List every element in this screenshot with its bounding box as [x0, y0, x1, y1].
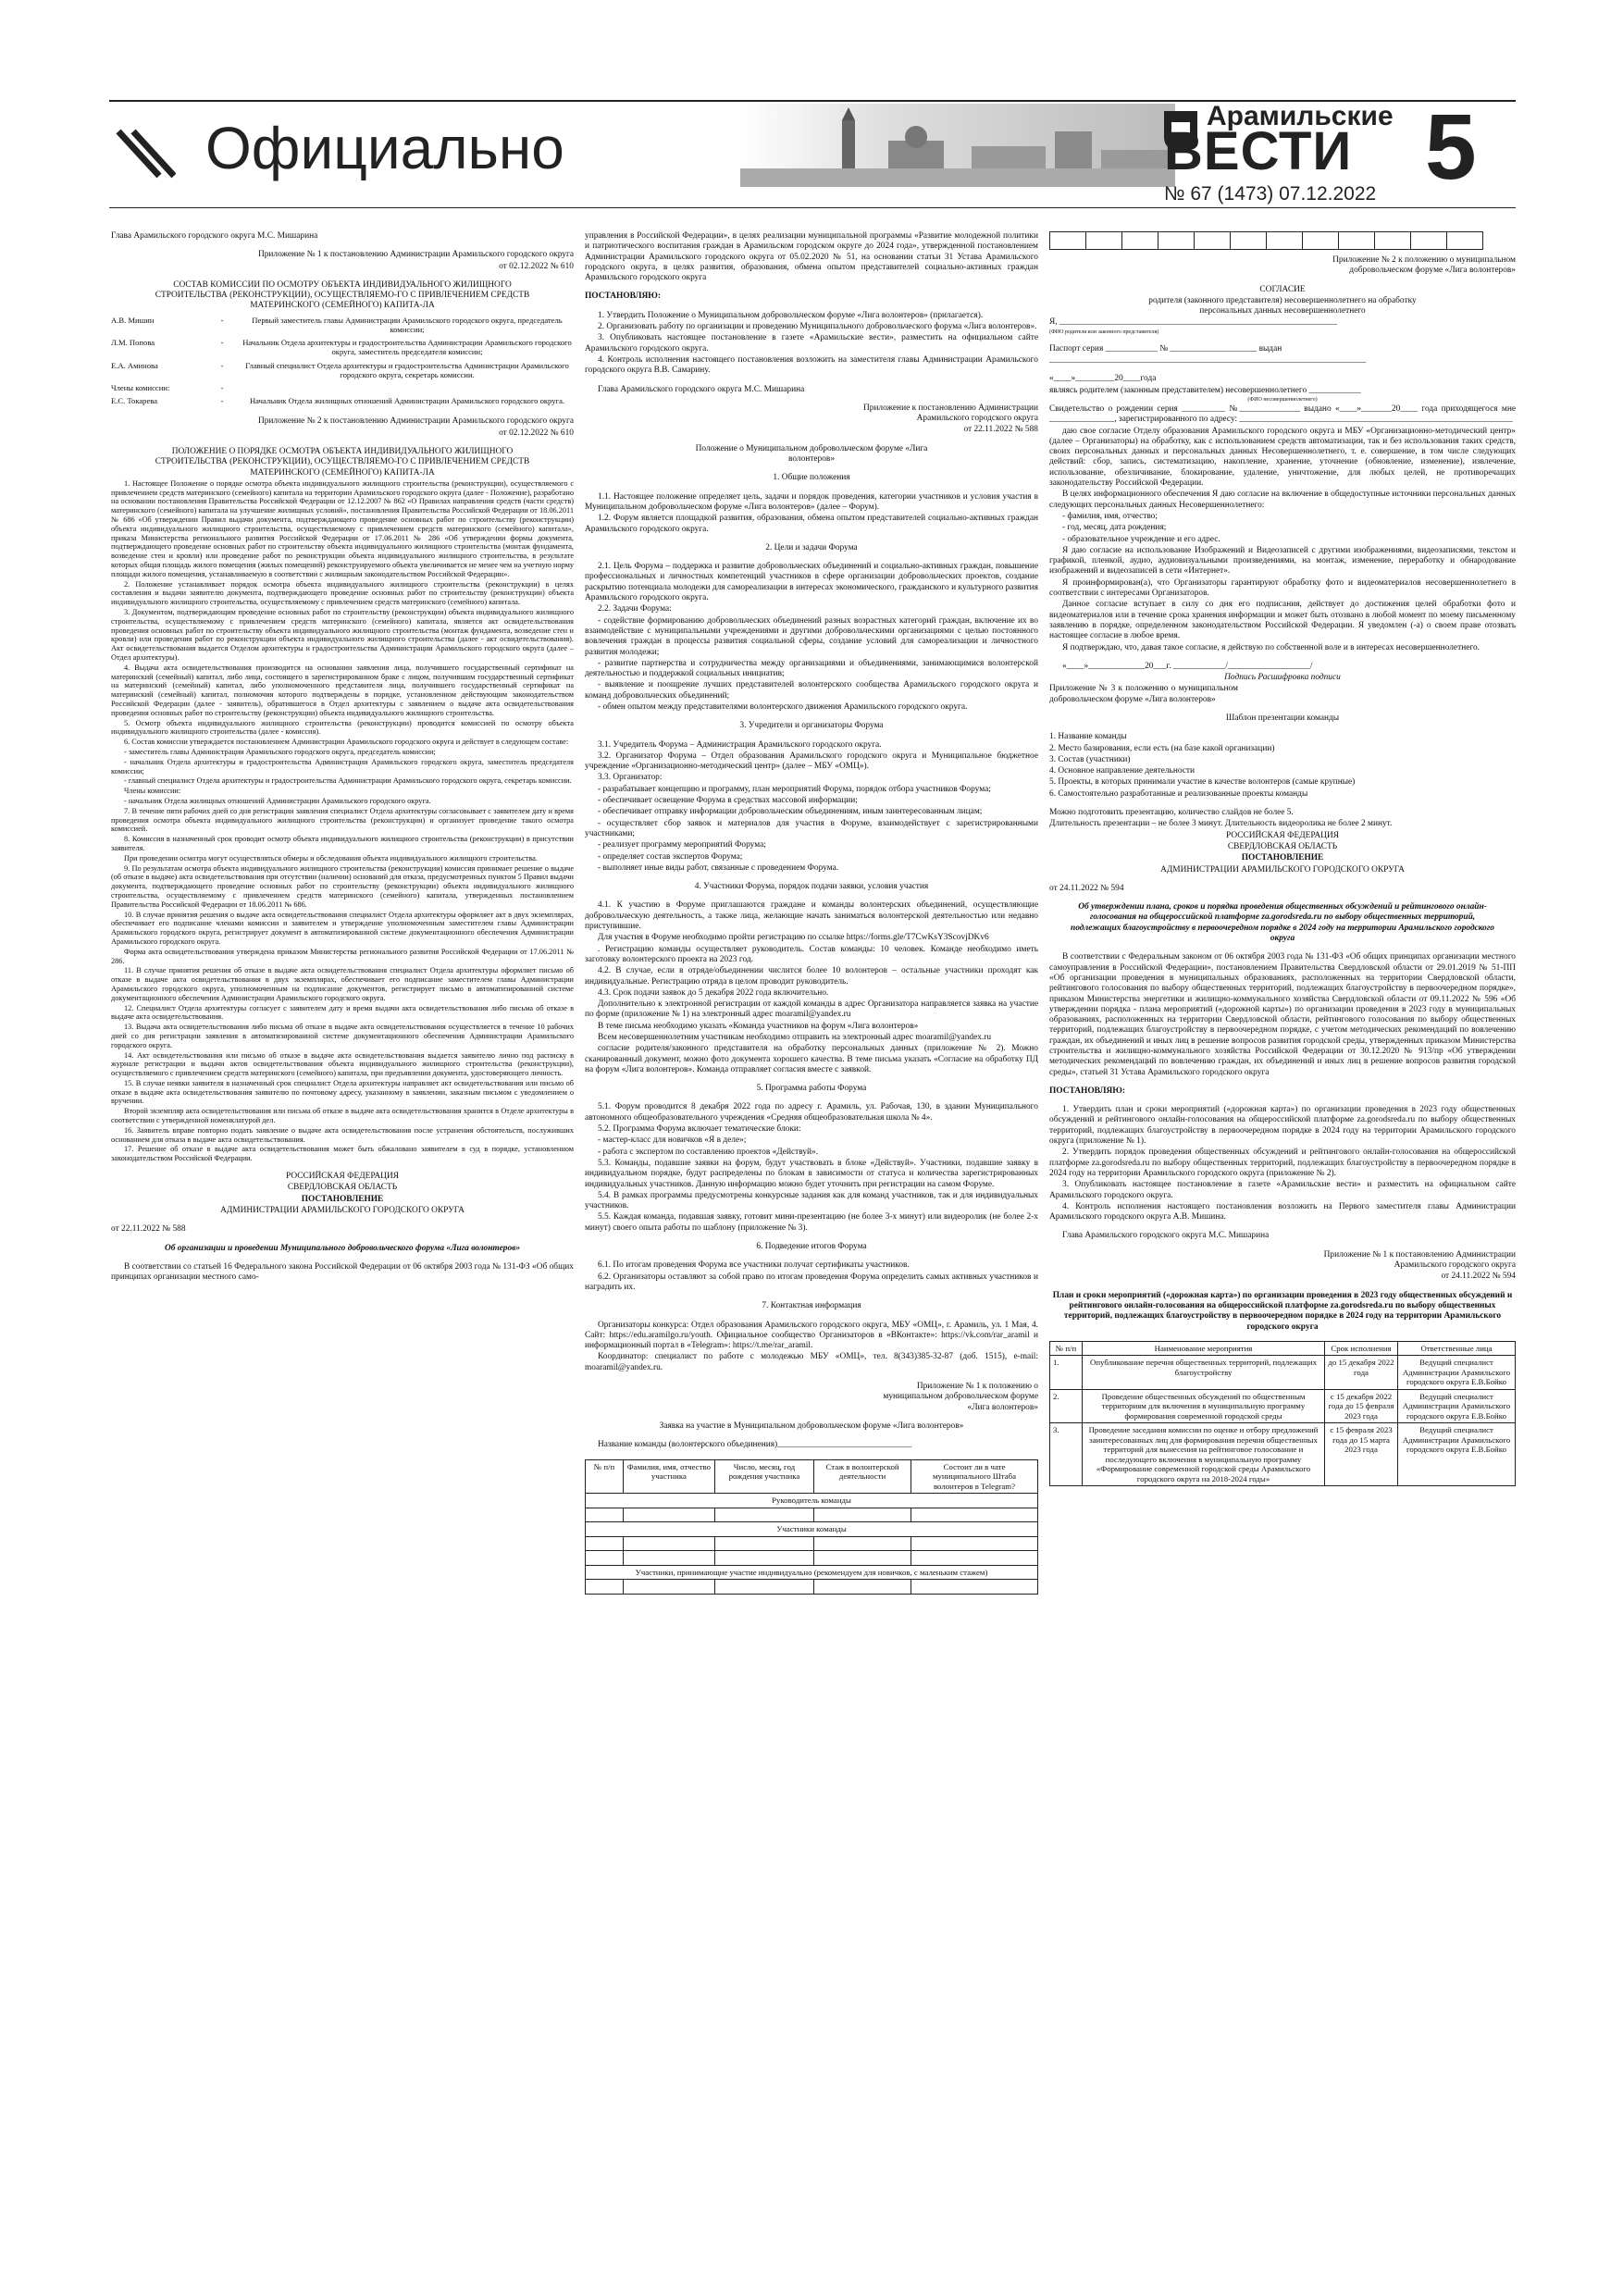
- order-para: 5. Осмотр объекта индивидуального жилищного строительства (реконструкции) проводится комиссией по осмотру объекта индивидуального жилищного строительства (далее - комиссия).: [111, 718, 574, 737]
- table-cell: Ведущий специалист Администрации Арамильского городского округа Е.В.Бойко: [1398, 1356, 1516, 1390]
- resolve-header: ПОСТАНОВЛЯЮ:: [1049, 1086, 1125, 1096]
- regulation-para: Для участия в Форуме необходимо пройти регистрацию по ссылке https://forms.gle/T7CwKsY3ScovjDKv6: [598, 933, 989, 943]
- table-cell: Проведение общественных обсуждений по общественным территориям для включения в муниципальную программу формирования современной городской среды: [1083, 1389, 1325, 1423]
- table-row: [586, 1508, 1038, 1522]
- team-name-field: Название команды (волонтерского объединения)_______________________________: [598, 1440, 912, 1450]
- table-row: [1050, 1356, 1516, 1390]
- table-header: Состоит ли в чате муниципального Штаба волонтеров в Telegram?: [911, 1459, 1038, 1494]
- signature-1: Глава Арамильского городского округа М.С. Мишарина: [111, 231, 318, 241]
- bid-appendix: Приложение № 1 к положению о муниципальном добровольческом форуме «Лига волонтеров»: [883, 1382, 1038, 1412]
- appendix-2-header: Приложение № 2 к постановлению Администрации Арамильского городского округа: [257, 416, 574, 427]
- member-row: Члены комиссии: -: [111, 383, 224, 392]
- table-header: Ответственные лица: [1398, 1341, 1516, 1356]
- section-heading: 6. Подведение итогов Форума: [756, 1242, 867, 1252]
- regulation-para: Дополнительно к электронной регистрации от каждой команды в адрес Организатора направляется заявка на участие по форме (приложение № 1) на электронный адрес moaramil@yandex.ru: [585, 999, 1038, 1020]
- decree-header: ПОСТАНОВЛЕНИЕ: [1241, 853, 1324, 863]
- regulation-para: 6.1. По итогам проведения Форума все участники получат сертификаты участников.: [598, 1260, 910, 1271]
- resolve-item: 1. Утвердить Положение о Муниципальном добровольческом форуме «Лига волонтеров» (прилагается).: [598, 310, 984, 320]
- regulation-para: - обеспечивает освещение Форума в средствах массовой информации;: [598, 796, 858, 806]
- order-para: 6. Состав комиссии утверждается постановлением Администрации Арамильского городского округа и действует в следующем составе:: [124, 738, 569, 747]
- appendix-1-header: Приложение № 1 к постановлению Администрации Арамильского городского округа: [257, 250, 574, 260]
- regulation-para: - осуществляет сбор заявок и материалов для участия в Форуме, взаимодействует с зарегистрированными участниками;: [585, 818, 1038, 838]
- resolve-item: 2. Утвердить порядок проведения общественных обсуждений и рейтингового онлайн-голосования на общероссийской платформе za.gorodsreda.ru по выбору общественных территорий, подлежащих благоустройству в первоочередном порядке в 2024 году на территории Арамильского городского округа (приложение № 2).: [1049, 1148, 1516, 1178]
- order-para: 12. Специалист Отдела архитектуры согласует с заявителем дату и время выдачи акта освидетельствования либо письма об отказе в выдаче акта освидетельствования.: [111, 1003, 574, 1022]
- regulation-title: Положение о Муниципальном добровольческом форуме «Лига волонтеров»: [695, 443, 928, 465]
- regulation-para: 4.3. Срок подачи заявок до 5 декабря 2022 года включительно.: [598, 987, 829, 998]
- regulation-para: 5.3. Команды, подавшие заявки на форум, будут участвовать в блоке «Действуй». Участники, подавшие заявку в индивидуальном порядке, будут распределены по блокам в зависимости от статуса и количества зарегистрированных индивидуальных участников. Данную информацию можно будет уточнить при регистрации на самом Форуме.: [585, 1158, 1038, 1189]
- appendix-1-date: от 02.12.2022 № 610: [499, 261, 574, 271]
- signature-line: «____»_____________20___г. ____________/___________________/: [1062, 661, 1313, 671]
- section-heading: 4. Участники Форума, порядок подачи заявки, условия участия: [694, 882, 929, 892]
- brand-bottom: ВЕСТИ: [1164, 121, 1353, 181]
- decree-continuation: управления в Российской Федерации», в целях реализации муниципальной программы «Развитие молодежной политики и патриотического воспитания граждан в Арамильском городском округе до 2024 года», утвержденной постановлением Администрации Арамильского городского округа от 05.02.2020 № 51, на основании статьи 31 Устава Арамильского городского округа, в целях развития, образования, обмена опытом представителей социально-активных граждан Арамильского городского округа: [585, 231, 1038, 283]
- decree-title: Об организации и проведении Муниципального добровольческого форума «Лига волонтеров»: [164, 1243, 521, 1253]
- federation-header: РОССИЙСКАЯ ФЕДЕРАЦИЯ: [1226, 830, 1339, 840]
- regulation-para: . Регистрацию команды осуществляет руководитель. Состав команды: 10 человек. Команде необходимо иметь заготовку волонтерского проекта на 2023 год.: [585, 944, 1038, 964]
- appendix-2-date: от 02.12.2022 № 610: [499, 428, 574, 438]
- consent-appendix: Приложение № 2 к положению о муниципальном добровольческом форуме «Лига волонтеров»: [1332, 255, 1516, 276]
- regulation-appendix: Приложение к постановлению Администрации Арамильского городского округа: [862, 403, 1038, 424]
- table-header: Наименование мероприятия: [1083, 1341, 1325, 1356]
- table-row: [1050, 1423, 1516, 1486]
- template-note: Длительность презентации – не более 3 минут. Длительность видеоролика не более 2 минут.: [1049, 819, 1393, 829]
- consent-para: - фамилия, имя, отчество;: [1062, 511, 1158, 521]
- regulation-para: 3.2. Организатор Форума – Отдел образования Арамильского городского округа и Муниципальное бюджетное учреждение «Организационно-методический центр» (далее – МБУ «ОМЦ»).: [585, 751, 1038, 772]
- regulation-para: - реализует программу мероприятий Форума;: [598, 840, 766, 850]
- table-cell: Проведение заседания комиссии по оценке и отбору предложений заинтересованных лиц для формирования перечня общественных территорий для вынесения на рейтинговое голосование и последующего включения в муниципальную программу «Формирование современной городской среды Арамильского городского округа на 2018-2024 годы»: [1083, 1423, 1325, 1486]
- consent-para: Я подтверждаю, что, давая такое согласие, я действую по собственной воле и в интересах несовершеннолетнего.: [1062, 642, 1481, 652]
- child-field: являясь родителем (законным представителем) несовершеннолетнего ____________: [1049, 385, 1361, 395]
- administration-header: АДМИНИСТРАЦИИ АРАМИЛЬСКОГО ГОРОДСКОГО ОКРУГА: [1160, 864, 1405, 875]
- section-heading: 1. Общие положения: [773, 473, 850, 483]
- regulation-para: Всем несовершеннолетним участникам необходимо отправить на электронный адрес moaramil@yandex.ru: [598, 1033, 992, 1042]
- consent-para: Данное согласие вступает в силу со дня его подписания, действует до достижения целей обработки фото и видеоматериалов или в течение срока хранения информации и может быть отозвано в любой момент по моему письменному заявлению в порядке, определенном законодательством Российской Федерации. Я уведомлен (-а) о своем праве отозвать настоящее согласие в любое время.: [1049, 600, 1516, 641]
- signature-2: Глава Арамильского городского округа М.С. Мишарина: [598, 384, 805, 394]
- signature-3: Глава Арамильского городского округа М.С. Мишарина: [1062, 1231, 1270, 1241]
- table-header: Срок исполнения: [1325, 1341, 1398, 1356]
- plan-table: [1049, 1341, 1516, 1487]
- consent-para: В целях информационного обеспечения Я даю согласие на включение в общедоступные источники персональных данных следующих персональных данных Несовершеннолетнего:: [1049, 490, 1516, 510]
- table-cell: 1.: [1050, 1356, 1083, 1390]
- order-title: ПОЛОЖЕНИЕ О ПОРЯДКЕ ОСМОТРА ОБЪЕКТА ИНДИВИДУАЛЬНОГО ЖИЛИЩНОГО СТРОИТЕЛЬСТВА (РЕКОНСТРУКЦИИ), ОСУЩЕСТВЛЯЕМО-ГО С ПРИВЛЕЧЕНИЕМ СРЕДСТВ МАТЕРИНСКОГО (СЕМЕЙНОГО) КАПИТА-ЛА: [155, 447, 530, 478]
- table-header: № п/п: [1050, 1341, 1083, 1356]
- order-body: [111, 479, 574, 1163]
- decree-date: от 24.11.2022 № 594: [1049, 883, 1124, 893]
- section-heading: 2. Цели и задачи Форума: [765, 542, 858, 552]
- order-para: 10. В случае принятия решения о выдаче акта освидетельствования специалист Отдела архитектуры оформляет акт в двух экземплярах, обеспечивает его подписание членами комиссии и заявителем и утверждение уполномоченным заместителем главы Администрации Арамильского городского округа, регистрирует документ в автоматизированной системе документационного обеспечения Администрации Арамильского городского округа.: [111, 910, 574, 946]
- regulation-para: Координатор: специалист по работе с молодежью МБУ «ОМЦ», тел. 8(343)385-32-87 (доб. 1515), e-mail: moaramil@yandex.ru.: [585, 1352, 1038, 1372]
- masthead-bottom-rule: [109, 207, 1516, 208]
- order-para: - начальник Отдела жилищных отношений Администрации Арамильского городского округа.: [124, 796, 431, 805]
- resolve-item: 3. Опубликовать настоящее постановление в газете «Арамильские вести», разместить на официальном сайте Арамильского городского округа.: [585, 333, 1038, 354]
- table-cell: до 15 декабря 2022 года: [1325, 1356, 1398, 1390]
- regulation-para: - определяет состав экспертов Форума;: [598, 851, 743, 862]
- table-row: Руководитель команды: [586, 1494, 1038, 1508]
- table-cell: с 15 февраля 2023 года до 15 марта 2023 года: [1325, 1423, 1398, 1486]
- regulation-para: Организаторы конкурса: Отдел образования Арамильского городского округа, МБУ «ОМЦ», г. Арамиль, ул. 1 Мая, 4. Сайт: https://edu.aramilgo.ru/youth. Официальное сообщество Организаторов в «ВКонтакте»: https://vk.com/rar_aramil и информационный портал в «Telegram»: https://t.me/rar_aramil.: [585, 1320, 1038, 1351]
- table-cell: Опубликование перечня общественных территорий, подлежащих благоустройству: [1083, 1356, 1325, 1390]
- template-appendix: Приложение № 3 к положению о муниципальном добровольческом форуме «Лига волонтеров»: [1049, 684, 1238, 704]
- order-para: 15. В случае неявки заявителя в назначенный срок специалист Отдела архитектуры направляет акт освидетельствования или письмо об отказе в выдаче акта освидетельствования заявителю по почтовому адресу, указанному в заявлении, заказным письмом с уведомлением о вручении.: [111, 1078, 574, 1106]
- regulation-para: - обеспечивает отправку информации добровольческим объединениям, иным заинтересованным лицам;: [598, 807, 983, 817]
- parent-name-field: Я, ________________________________________________________________: [1049, 317, 1337, 328]
- resolve-item: 1. Утвердить план и сроки мероприятий («дорожная карта») по организации проведения в 2023 году общественных обсуждений и рейтингового онлайн-голосования на общероссийской платформе za.gorodsreda.ru по выбору общественных территорий, подлежащих благоустройству в первоочередном порядке в 2024 году на территории Арамильского городского округа (приложение № 1).: [1049, 1105, 1516, 1147]
- table-row: Участники команды: [586, 1522, 1038, 1537]
- order-para: 3. Документом, подтверждающим проведение основных работ по строительству (реконструкции) объекта индивидуального жилищного строительства, осуществляемому с привлечением средств материнского (семейного) капитала, является акт освидетельствования проведения основных работ по строительству объекта индивидуального жилищного строительства (монтаж фундамента, возведение стен и кровли) или проведения работ по реконструкции объекта индивидуального жилищного строительства (далее - акт освидетельствования). Акт освидетельствования выдается Отделом архитектуры и градостроительства Администрации Арамильского городского округа (далее – Отдел архитектуры).: [111, 608, 574, 663]
- plan-appendix: Приложение № 1 к постановлению Администрации Арамильского городского округа: [1323, 1249, 1516, 1271]
- regulation-para: 6.2. Организаторы оставляют за собой право по итогам проведения Форума определить самых активных участников и наградить их.: [585, 1272, 1038, 1292]
- regulation-para: 5.2. Программа Форума включает тематические блоки:: [598, 1124, 801, 1135]
- table-row: [1050, 1389, 1516, 1423]
- date-field: «____»_________20____года: [1049, 374, 1157, 384]
- consent-para: Я даю согласие на использование Изображений и Видеозаписей с другими изображениями, видеозаписями, текстом и графикой, пленкой, аудио, аудиовизуальными произведениями, на монтаж, изменение, переработку и обнародование изображений и видеозаписей в сети «Интернет».: [1049, 545, 1516, 577]
- decree-date: от 22.11.2022 № 588: [111, 1224, 186, 1235]
- brand-top: Арамильские: [1207, 101, 1394, 131]
- member-row: Е.А. Аминова - Главный специалист Отдела архитектуры и градостроительства Администрации Арамильского городского округа, секретарь комиссии.: [111, 360, 569, 379]
- section-slashes-icon: [111, 118, 176, 183]
- table-header: № п/п: [586, 1459, 624, 1494]
- column-1: [111, 231, 574, 2267]
- field-note: (ФИО родителя или законного представителя): [1049, 329, 1159, 335]
- commission-title: СОСТАВ КОМИССИИ ПО ОСМОТРУ ОБЪЕКТА ИНДИВИДУАЛЬНОГО ЖИЛИЩНОГО СТРОИТЕЛЬСТВА (РЕКОНСТРУКЦИИ), ОСУЩЕСТВЛЯЕМО-ГО С ПРИВЛЕЧЕНИЕМ СРЕДСТВ МАТЕРИНСКОГО (СЕМЕЙНОГО) КАПИТА-ЛА: [155, 279, 530, 311]
- regulation-para: 1.2. Форум является площадкой развития, образования, обмена опытом представителей социально-активных граждан Арамильского городского округа.: [585, 514, 1038, 534]
- table-cell: 2.: [1050, 1389, 1083, 1423]
- resolve-header: ПОСТАНОВЛЯЮ:: [585, 292, 661, 302]
- order-para: - заместитель главы Администрации Арамильского городского округа, председатель комиссии;: [124, 748, 436, 756]
- template-item: 6. Самостоятельно разработанные и реализованные проекты команды: [1049, 788, 1308, 799]
- table-row: [586, 1580, 1038, 1595]
- regulation-para: 5.1. Форум проводится 8 декабря 2022 года по адресу г. Арамиль, ул. Рабочая, 130, в здании Муниципального автономного общеобразовательного учреждения «Средняя общеобразовательная школа № 4».: [585, 1102, 1038, 1123]
- column-2: [585, 231, 1038, 2267]
- consent-para: - образовательное учреждение и его адрес.: [1062, 534, 1220, 544]
- order-para: Члены комиссии:: [124, 787, 181, 796]
- region-header: СВЕРДЛОВСКАЯ ОБЛАСТЬ: [287, 1183, 398, 1193]
- regulation-para: 3.1. Учредитель Форума – Администрация Арамильского городского округа.: [598, 739, 882, 750]
- order-para: 7. В течение пяти рабочих дней со дня регистрации заявления специалист Отдела архитектуры согласовывает с заявителем дату и время проведения осмотра объекта индивидуального жилищного строительства (реконструкции) и организует проведение такого осмотра комиссией.: [111, 806, 574, 834]
- decree-body: В соответствии с Федеральным законом от 06 октября 2003 года № 131-ФЗ «Об общих принципах организации местного самоуправления в Российской Федерации», постановлением Правительства Свердловской области от 29.01.2019 № 51-ПП «Об организации проведения в муниципальных образованиях, расположенных на территории Свердловской области, рейтингового голосования по выбору общественных территорий, подлежащих благоустройству в первоочередном порядке», приказом Министерства энергетики и жилищно-коммунального хозяйства Свердловской области от 09.11.2022 № 596 «Об утверждении порядка - плана мероприятий («дорожной карты») по организации проведения в 2023 году в муниципальных образованиях, расположенных на территории Свердловской области, рейтингового голосования по выбору общественных территорий, подлежащих благоустройству в первоочередном порядке, с учетом методических рекомендаций по вовлечению граждан, их объединений и иных лиц в решение вопросов развития городской среды, утвержденных приказом Министерства строительства и жилищно-коммунального хозяйства Российской Федерации от 30.12.2020 № 913/пр «Об утверждении методических рекомендаций по вовлечению граждан, их объединений и иных лиц в решение вопросов развития городской среды», статьей 31 Устава Арамильского городского округа: [1049, 952, 1516, 1077]
- order-para: 14. Акт освидетельствования или письмо об отказе в выдаче акта освидетельствования выдается заявителю лично под расписку в журнале регистрации и выдачи актов освидетельствования объекта индивидуального жилищного строительства (реконструкции), осуществляемого с привлечением средств материнского (семейного) капитала, при предъявлении документа, удостоверяющего личность.: [111, 1050, 574, 1078]
- bid-title: Заявка на участие в Муниципальном добровольческом форуме «Лига волонтеров»: [659, 1421, 964, 1431]
- column-3: [1049, 231, 1516, 2267]
- bid-table: [585, 1459, 1038, 1595]
- regulation-para: 3.3. Организатор:: [598, 773, 663, 783]
- federation-header: РОССИЙСКАЯ ФЕДЕРАЦИЯ: [286, 1172, 399, 1182]
- masthead-town-illustration: [740, 104, 1175, 187]
- table-row: [586, 1536, 1038, 1551]
- consent-para: - год, месяц, дата рождения;: [1062, 523, 1167, 533]
- consent-para: даю свое согласие Отделу образования Арамильского городского округа и МБУ «Организационно-методический центр» (далее – Организаторы) на обработку, как с использованием средств автоматизации, так и без использования таких средств, своих персональных данных и персональных данных Несовершеннолетнего, т. е. совершение, в том числе следующих действий: сбор, запись, систематизацию, накопление, хранение, уточнение (обновление, изменение), извлечение, использование, обезличивание, блокирование, удаление, уничтожение, для любых целей, не противоречащих законодательству Российской Федерации.: [1049, 426, 1516, 489]
- plan-title: План и сроки мероприятий («дорожная карта») по организации проведения в 2023 году общественных обсуждений и рейтингового онлайн-голосования на общероссийской платформе za.gorodsreda.ru по выбору общественных территорий, подлежащих благоустройству в первоочередном порядке в 2024 году на территории Арамильского городского округа: [1052, 1290, 1513, 1332]
- template-item: 1. Название команды: [1049, 732, 1127, 742]
- consent-subtitle: родителя (законного представителя) несовершеннолетнего на обработку персональных данных несовершеннолетнего: [1148, 295, 1417, 316]
- order-para: 11. В случае принятия решения об отказе в выдаче акта освидетельствования специалист Отдела архитектуры оформляет письмо об отказе в выдаче акта освидетельствования в двух экземплярах, обеспечивает его подписание заместителем главы Администрации Арамильского городского округа, уполномоченным на подписание документов, регистрирует письмо в автоматизированной системе документационного обеспечения Администрации Арамильского городского округа.: [111, 966, 574, 1002]
- decree-intro: В соответствии со статьей 16 Федерального закона Российской Федерации от 06 октября 2003 года № 131-ФЗ «Об общих принципах организации местного само-: [111, 1261, 574, 1283]
- regulation-para: В теме письма необходимо указать «Команда участников на форум «Лига волонтеров»: [598, 1021, 919, 1031]
- resolve-item: 4. Контроль исполнения настоящего постановления возложить на заместителя главы Администрации Арамильского городского округа В.В. Самарину.: [585, 354, 1038, 376]
- order-para: 16. Заявитель вправе повторно подать заявление о выдаче акта освидетельствования после устранения обстоятельств, послуживших основанием для отказа в выдаче акта освидетельствования.: [111, 1125, 574, 1144]
- administration-header: АДМИНИСТРАЦИИ АРАМИЛЬСКОГО ГОРОДСКОГО ОКРУГА: [220, 1205, 465, 1215]
- regulation-para: 2.2. Задачи Форума:: [598, 604, 672, 614]
- regulation-para: - обмен опытом между представителями волонтерского движения Арамильского городского округа.: [598, 701, 968, 712]
- section-heading: 5. Программа работы Форума: [756, 1084, 867, 1094]
- regulation-para: 2.1. Цель Форума – поддержка и развитие добровольческих объединений и социально-активных граждан, повышение профессиональных и личностных компетенций участников в сфере организации добровольческих проектов, создание раскрытию потенциала молодежи для самореализации в интересах экономического, гражданского и культурного развития Арамильского городского округа.: [585, 562, 1038, 603]
- passport-field: Паспорт серия ____________ № ____________________ выдан: [1049, 343, 1282, 354]
- regulation-para: - содействие формированию добровольческих объединений разных возрастных категорий граждан, включение их во взаимодействие с муниципальными учреждениями и другими добровольческими организациями с целью постоянного вовлечения граждан в процессы развития социальной сферы, создание условий для самореализации и личностного развития молодежи;: [585, 615, 1038, 657]
- resolve-item: 2. Организовать работу по организации и проведению Муниципального добровольческого форума «Лига волонтеров».: [598, 322, 1037, 332]
- table-row: [586, 1551, 1038, 1566]
- template-item: 5. Проекты, в которых принимали участие в качестве волонтеров (самые крупные): [1049, 777, 1356, 788]
- template-title: Шаблон презентации команды: [1225, 713, 1340, 723]
- regulation-para: - развитие партнерства и сотрудничества между организациями и объединениями, занимающимися волонтерской деятельностью и поддержкой социальных инициатив;: [585, 658, 1038, 679]
- passport-field-2: _________________________________________________________________________: [1049, 355, 1367, 366]
- form-boxes: [1049, 231, 1483, 250]
- order-para: 8. Комиссия в назначенный срок проводит осмотр объекта индивидуального жилищного строительства (реконструкции) в присутствии заявителя.: [111, 835, 574, 852]
- member-row: Л.М. Попова - Начальник Отдела архитектуры и градостроительства Администрации Арамильского городского округа, заместитель председателя комиссии;: [111, 338, 572, 357]
- consent-para: Я проинформирован(а), что Организаторы гарантируют обработку фото и видеоматериалов несовершеннолетнего в соответствии с интересами Организаторов.: [1049, 577, 1516, 599]
- template-item: 4. Основное направление деятельности: [1049, 766, 1196, 776]
- table-cell: с 15 декабря 2022 года до 15 февраля 2023 года: [1325, 1389, 1398, 1423]
- regulation-para: - разрабатывает концепцию и программу, план мероприятий Форума, порядок отбора участников Форума;: [598, 784, 991, 794]
- regulation-para: 5.5. Каждая команда, подавшая заявку, готовит мини-презентацию (не более 3-х минут) или видеоролик (не более 2-х минут) своего опыта работы по шаблону (приложение № 3).: [585, 1212, 1038, 1233]
- decree-header: ПОСТАНОВЛЕНИЕ: [301, 1194, 384, 1204]
- order-para: 17. Решение об отказе в выдаче акта освидетельствования может быть обжаловано заявителем в суд в порядке, установленном законодательством Российской Федерации.: [111, 1145, 574, 1163]
- regulation-para: 5.4. В рамках программы предусмотрены конкурсные задания как для команд участников, так и для индивидуальных участников.: [585, 1190, 1038, 1211]
- resolve-item: 4. Контроль исполнения настоящего постановления возложить на Первого заместителя главы Администрации Арамильского городского округа А.В. Мишина.: [1049, 1201, 1516, 1222]
- regulation-para: - выполняет иные виды работ, связанные с проведением Форума.: [598, 863, 839, 873]
- table-row: Участники, принимающие участие индивидуально (рекомендуем для новичков, с маленьким стажем): [586, 1565, 1038, 1580]
- section-heading: 7. Контактная информация: [762, 1301, 861, 1311]
- field-note: (ФИО несовершеннолетнего): [1247, 396, 1318, 403]
- template-item: 2. Место базирования, если есть (на базе какой организации): [1049, 743, 1275, 753]
- order-para: Форма акта освидетельствования утверждена приказом Министерства регионального развития Российской Федерации от 17.06.2011 № 286.: [111, 947, 574, 965]
- regulation-para: 4.1. К участию в Форуме приглашаются граждане и команды волонтерских объединений, осуществляющие добровольческую деятельность, а также лица, желающие начать заниматься волонтерской деятельностью или недавно приступившие.: [585, 900, 1038, 932]
- member-row: А.В. Мишин - Первый заместитель главы Администрации Арамильского городского округа, председатель комиссии;: [111, 315, 563, 334]
- regulation-para: - мастер-класс для новичков «Я в деле»;: [598, 1136, 747, 1146]
- table-cell: 3.: [1050, 1423, 1083, 1486]
- template-note: Можно подготовить презентацию, количество слайдов не более 5.: [1049, 808, 1294, 818]
- table-header: Число, месяц, год рождения участника: [714, 1459, 813, 1494]
- issue-number: № 67 (1473) 07.12.2022: [1164, 183, 1377, 205]
- signature-note: Подпись Расшифровка подписи: [1224, 673, 1341, 683]
- regulation-para: 4.2. В случае, если в отряде/объединении числится более 10 волонтеров – остальные участники проходят как индивидуальные. Регистрацию отряда в целом проводит руководитель.: [585, 966, 1038, 987]
- region-header: СВЕРДЛОВСКАЯ ОБЛАСТЬ: [1227, 841, 1338, 851]
- order-para: 9. По результатам осмотра объекта индивидуального жилищного строительства (реконструкции) комиссия принимает решение о выдаче (об отказе в выдаче) акта освидетельствования при отсутствии (наличии) оснований для отказа, предусмотренных пунктом 5 Правил выдачи документа, подтверждающего проведение основных работ по строительству (реконструкции) объекта индивидуального жилищного строительства, осуществляемому с привлечением средств материнского (семейного) капитала, утвержденных постановлением Правительства Российской Федерации от 18.06.2011 № 686.: [111, 863, 574, 909]
- decree-title: Об утверждении плана, сроков и порядка проведения общественных обсуждений и рейтингового онлайн-голосования на общероссийской платформе za.gorodsreda.ru по выбору общественных территорий, подлежащих благоустройству в первоочередном порядке в 2024 году на территории Арамильского городского округа: [1070, 902, 1494, 944]
- order-para: 2. Положение устанавливает порядок осмотра объекта индивидуального жилищного строительства (реконструкции) в целях составления и выдачи заявителю документа, подтверждающего проведение основных работ по строительству (реконструкции) объекта индивидуального жилищного строительства, осуществляемому с привлечением средств материнского (семейного) капитала.: [111, 579, 574, 607]
- template-item: 3. Состав (участники): [1049, 754, 1131, 764]
- order-para: - начальник Отдела архитектуры и градостроительства Администрации Арамильского городского округа, заместитель председателя комиссии;: [111, 757, 574, 776]
- order-para: При проведении осмотра могут осуществляться обмеры и обследования объекта индивидуального жилищного строительства.: [124, 853, 538, 863]
- section-title: Официально: [205, 115, 564, 181]
- consent-title: СОГЛАСИЕ: [1259, 284, 1306, 294]
- resolve-item: 3. Опубликовать настоящее постановление в газете «Арамильские вести» и разместить на официальном сайте Арамильского городского округа.: [1049, 1180, 1516, 1200]
- order-para: 1. Настоящее Положение о порядке осмотра объекта индивидуального жилищного строительства (реконструкции), осуществляемого с привлечением средств материнского (семейного) капитала на территории Арамильского городского округа (далее - Положение), разработано на основании постановления Правительства Российской Федерации от 12.12.2007 № 862 «О Правилах направления средств (части средств) материнского (семейного) капитала на улучшение жилищных условий», постановления Правительства Российской Федерации от 18.06.2011 № 686 «Об утверждении Правил выдачи документа, подтверждающего проведение основных работ по строительству (реконструкции) объекта индивидуального жилищного строительства, осуществляемому с привлечением средств материнского (семейного) капитала», приказа Министерства регионального развития Российской Федерации от 17.06.2011 № 286 «Об утверждении формы документа, подтверждающего проведение основных работ по строительству объекта индивидуального жилищного строительства (монтаж фундамента, возведение стен и кровли) или проведение работ по реконструкции объекта индивидуального жилищного строительства, в результате которых общая площадь жилого помещения (жилых помещений) реконструируемого объекта увеличивается не менее чем на учетную норму площади жилого помещения, устанавливаемую в соответствии с жилищным законодательством Российской Федерации».: [111, 478, 574, 578]
- regulation-para: 1.1. Настоящее положение определяет цель, задачи и порядок проведения, категории участников и условия участия в Муниципальном добровольческом форуме «Лига волонтеров» (далее – Форум).: [585, 491, 1038, 512]
- table-header: Стаж в волонтерской деятельности: [814, 1459, 911, 1494]
- regulation-para: - выявление и поощрение лучших представителей волонтерского сообщества Арамильского городского округа и команд добровольческих объединений;: [585, 680, 1038, 701]
- certificate-field: Свидетельство о рождении серия __________ №______________ выдано «____»_______20____ года приходящегося мне _______________, зарегистрированного по адресу: _______________________________________________________________: [1049, 403, 1516, 425]
- order-para: - главный специалист Отдела архитектуры и градостроительства Администрации Арамильского городского округа, секретарь комиссии.: [124, 776, 572, 786]
- section-heading: 3. Учредители и организаторы Форума: [739, 721, 884, 731]
- member-row: Е.С. Токарева - Начальник Отдела жилищных отношений Администрации Арамильского городского округа.: [111, 396, 565, 406]
- order-para: 13. Выдача акта освидетельствования либо письма об отказе в выдаче акта освидетельствования осуществляется в течение 10 рабочих дней со дня регистрации заявления в автоматизированной системе документационного обеспечения Администрации Арамильского городского округа.: [111, 1023, 574, 1049]
- table-cell: Ведущий специалист Администрации Арамильского городского округа Е.В.Бойко: [1398, 1423, 1516, 1486]
- order-para: Второй экземпляр акта освидетельствования или письма об отказе в выдаче акта освидетельствования хранится в Отделе архитектуры в соответствии с утвержденной номенклатурой дел.: [111, 1107, 574, 1125]
- table-cell: Ведущий специалист Администрации Арамильского городского округа Е.В.Бойко: [1398, 1389, 1516, 1423]
- plan-appendix-date: от 24.11.2022 № 594: [1441, 1272, 1516, 1282]
- regulation-appendix-date: от 22.11.2022 № 588: [963, 425, 1038, 435]
- regulation-para: - работа с экспертом по составлению проектов «Действуй».: [598, 1147, 819, 1157]
- order-para: 4. Выдача акта освидетельствования производится на основании заявления лица, получившего государственный сертификат на материнский (семейный) капитал, либо лица, состоящего в зарегистрированном браке с лицом, получившим государственный сертификат на материнский (семейный) капитал, либо уполномоченного представителя лица, получившего государственный сертификат на материнский (семейный) капитал, полномочия которого подтверждены в порядке, установленном действующим законодательством Российской Федерации (далее - заявитель), обратившегося в Отдел архитектуры с заявлением о выдаче акта освидетельствования проведения основных работ по строительству (реконструкции) объекта индивидуального жилищного строительства.: [111, 663, 574, 717]
- regulation-para: согласие родителя/законного представителя на обработку персональных данных (приложение № 2). Можно сканированный документ, можно фото документа хорошего качества. В теме письма указать «Согласие на обработку ПД на форум «Лига волонтеров». Команда отправляет согласия вместе с заявкой.: [585, 1044, 1038, 1074]
- table-header: Фамилия, имя, отчество участника: [624, 1459, 715, 1494]
- page-number: 5: [1425, 95, 1477, 199]
